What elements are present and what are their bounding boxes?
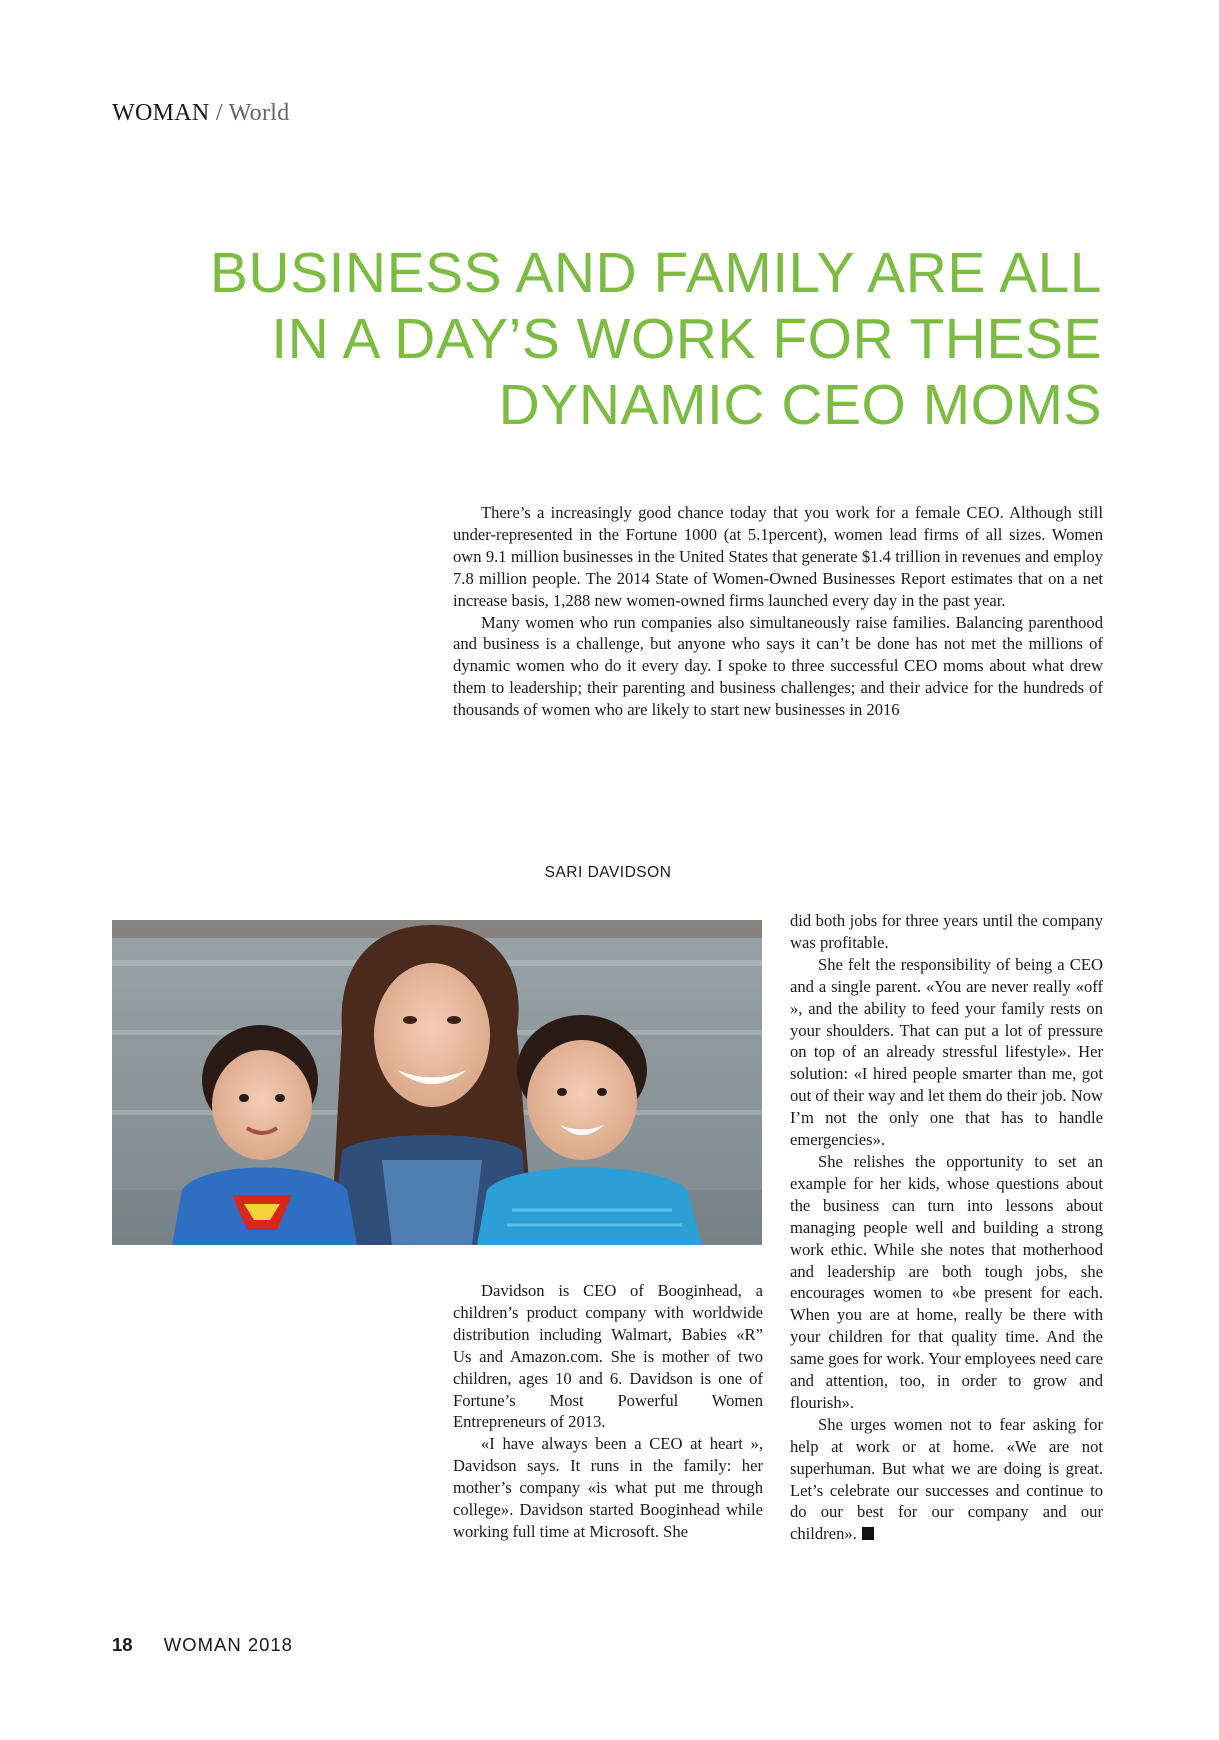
article-headline	[162, 240, 1102, 438]
article-paragraph: «I have always been a CEO at heart », Davidson says. It runs in the family: her mother’s company «is what put me through college». Davidson started Booginhead while working full time at Microsoft. She	[453, 1434, 763, 1541]
article-intro	[453, 502, 1103, 721]
end-of-article-icon	[862, 1527, 874, 1540]
headline-line: IN A DAY’S WORK FOR THESE	[271, 307, 1102, 371]
section-name: WOMAN	[112, 100, 210, 126]
article-paragraph: She relishes the opportunity to set an example for her kids, whose questions about the business can turn into lessons about managing people well and building a strong work ethic. While she notes that motherhood and leadership are both tough jobs, she encourages women to «be present for each. When you are at home, really be there with your children for that quality time. And the same goes for work. Your employees need care and attention, too, in order to grow and flourish».	[790, 1151, 1103, 1412]
intro-paragraph: There’s a increasingly good chance today that you work for a female CEO. Although still under-represented in the Fortune 1000 (at 5.1percent), women lead firms of all sizes. Women own 9.1 million businesses in the United States that generate $1.4 trillion in revenues and employ 7.8 million people. The 2014 State of Women-Owned Businesses Report estimates that on a net increase basis, 1,288 new women-owned firms launched every day in the past year.	[453, 503, 1103, 610]
page-footer	[112, 1634, 293, 1656]
article-paragraph-continuation: did both jobs for three years until the company was profitable.	[790, 911, 1103, 952]
section-label	[112, 100, 290, 127]
intro-paragraph: Many women who run companies also simultaneously raise families. Balancing parenthood and business is a challenge, but anyone who says it can’t be done has not met the millions of dynamic women who do it every day. I spoke to three successful CEO moms about what drew them to leadership; their parenting and business challenges; and their advice for the hundreds of thousands of women who are likely to start new businesses in 2016	[453, 612, 1103, 720]
family-photo	[112, 920, 762, 1245]
subsection-name: World	[228, 100, 290, 126]
headline-line: BUSINESS AND FAMILY ARE ALL	[209, 241, 1102, 305]
final-paragraph-text: She urges women not to fear asking for help at work or at home. «We are not superhuman. But what we are doing is great. Let’s celebrate our successes and continue to do our best for our company and our children».	[790, 1414, 1103, 1544]
headline-line: DYNAMIC CEO MOMS	[498, 373, 1102, 437]
magazine-name: WOMAN 2018	[163, 1634, 293, 1655]
section-separator: /	[215, 100, 223, 126]
page-number: 18	[112, 1634, 133, 1655]
byline: SARI DAVIDSON	[544, 864, 672, 881]
article-paragraph: She felt the responsibility of being a CEO and a single parent. «You are never really «off », and the ability to feed your family rests on your shoulders. That can put a lot of pressure on top of an already stressful lifestyle». Her solution: «I hired people smarter than me, got out of their way and let them do their job. Now I’m not the only one that has to handle emergencies».	[790, 954, 1103, 1150]
article-column-right	[790, 910, 1103, 1545]
article-paragraph-final	[790, 1414, 1103, 1545]
article-paragraph: Davidson is CEO of Booginhead, a children’s product company with worldwide distribution including Walmart, Babies «R” Us and Amazon.com. She is mother of two children, ages 10 and 6. Davidson is one of Fortune’s Most Powerful Women Entrepreneurs of 2013.	[453, 1281, 763, 1432]
article-column-left	[453, 1280, 763, 1543]
